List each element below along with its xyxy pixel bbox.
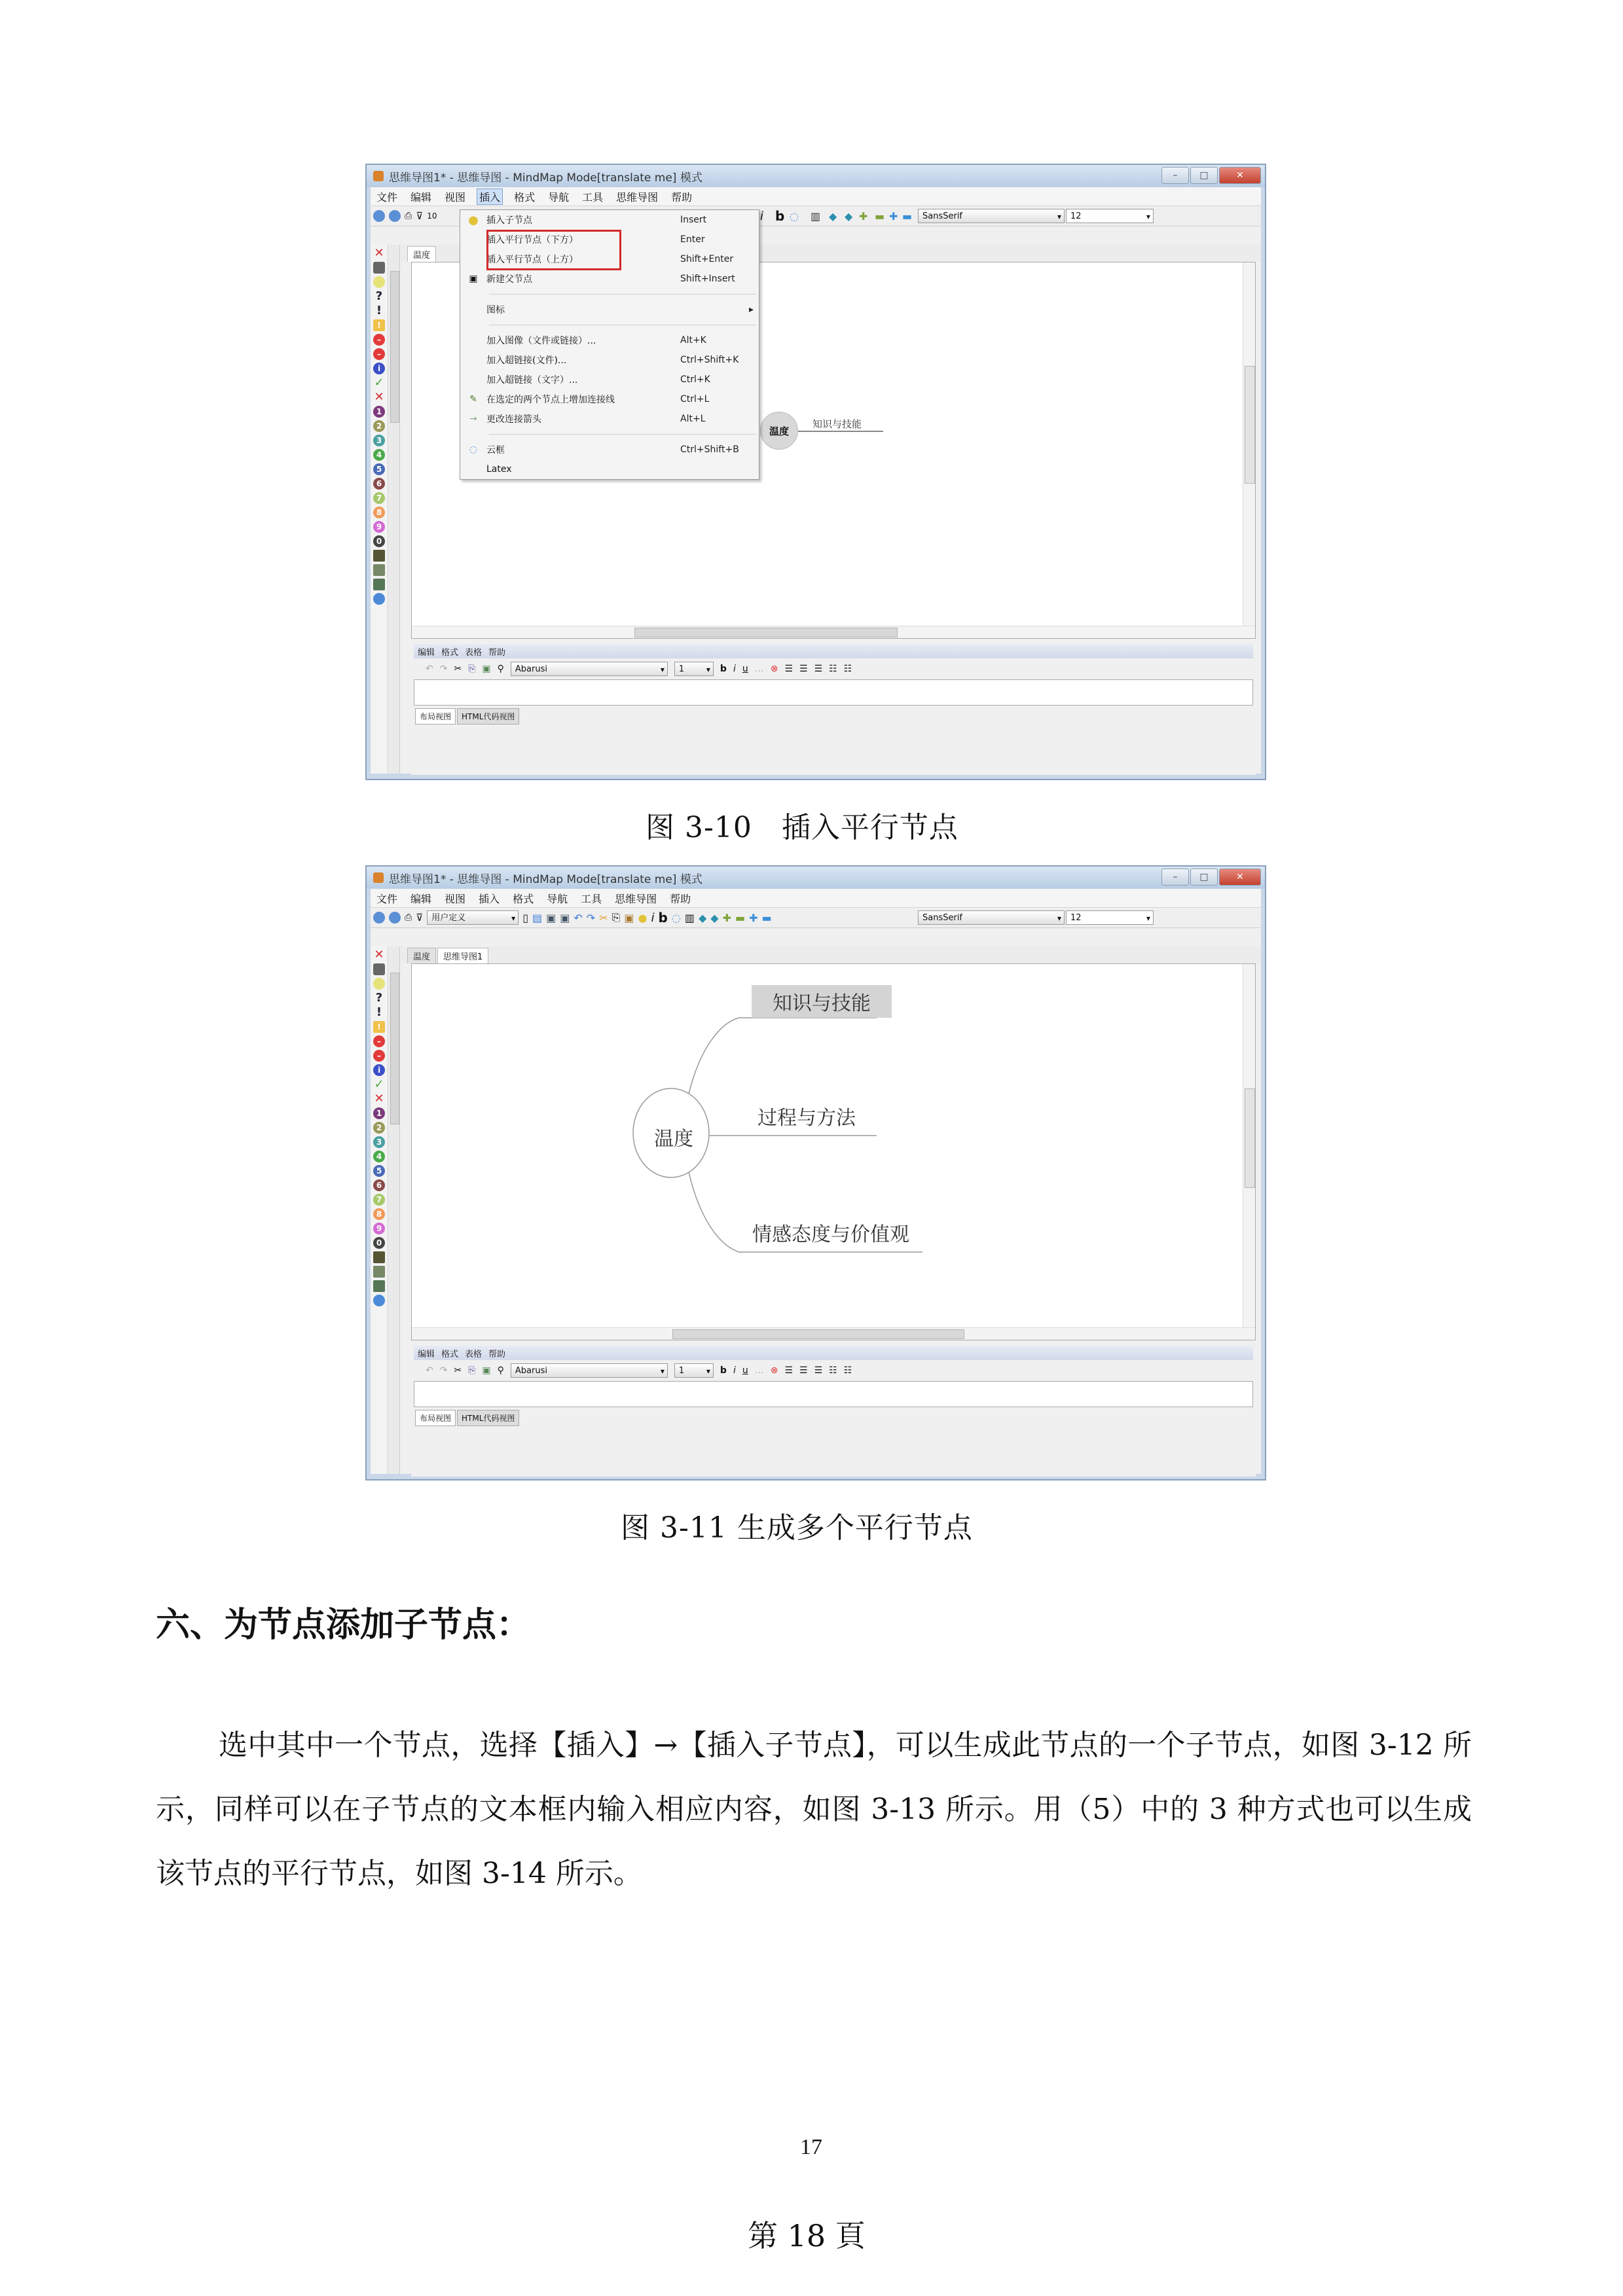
editor-underline-icon[interactable]: u [742, 664, 748, 674]
menu-bar [371, 187, 1261, 206]
root-node[interactable]: 温度 [654, 1128, 693, 1151]
priority-8-icon[interactable]: 8 [373, 507, 385, 518]
figure-3-11-window [365, 865, 1266, 1480]
editor-menu-edit[interactable]: 编辑 [418, 1349, 435, 1359]
menu-item-insert-sibling-above[interactable]: 插入平行节点（上方） Shift+Enter [486, 254, 734, 265]
filter-select[interactable]: 用户定义 ▾ [427, 910, 519, 925]
question-icon[interactable]: ? [375, 991, 383, 1005]
menu-item-add-hyperlink-text[interactable]: 加入超链接（文字）... Ctrl+K [486, 374, 710, 386]
menu-navigate[interactable]: 导航 [547, 892, 568, 905]
priority-2-icon[interactable]: 2 [373, 420, 385, 432]
icon-palette-scrollbar[interactable] [389, 245, 400, 774]
tool-icon-1[interactable] [373, 1251, 385, 1263]
priority-7-icon[interactable]: 7 [373, 1194, 385, 1206]
child-node-knowledge-label: 知识与技能 [773, 992, 871, 1015]
tab-temperature[interactable]: 温度 [407, 246, 436, 262]
menu-separator [489, 434, 756, 435]
menu-tools[interactable]: 工具 [582, 190, 604, 204]
cloud-icon: ◌ [469, 444, 478, 455]
paste-icon[interactable]: ▣ [624, 911, 634, 924]
menu-file[interactable]: 文件 [376, 892, 398, 905]
canvas-hscroll[interactable] [412, 626, 1255, 638]
tab-html-view[interactable]: HTML代码视图 [457, 708, 519, 725]
editor-size-select[interactable]: 1 ▾ [674, 1363, 714, 1378]
editor-size-select[interactable]: 1 ▾ [674, 662, 714, 676]
stop-icon[interactable]: – [373, 334, 385, 346]
bullet-list-icon[interactable]: ☷ [829, 664, 837, 674]
menu-help[interactable]: 帮助 [670, 892, 691, 905]
tool-icon-2[interactable] [373, 564, 385, 576]
tool-icon-1[interactable] [373, 550, 385, 562]
window-title: 思维导图1* - 思维导图 - MindMap Mode[translate me] 模式 [389, 872, 702, 886]
undo-icon[interactable]: ↶ [574, 911, 583, 924]
minus-icon[interactable]: – [373, 348, 385, 360]
map-tabs [401, 946, 1261, 963]
font-family-select[interactable]: SansSerif ▾ [918, 910, 1065, 925]
menu-tools[interactable]: 工具 [581, 892, 602, 905]
menu-insert[interactable]: 插入 [479, 892, 500, 905]
child-node-knowledge[interactable]: 知识与技能 [812, 418, 862, 430]
cross-icon[interactable]: ✕ [374, 390, 384, 404]
copy-icon[interactable]: ⎘ [468, 664, 476, 674]
editor-toolbar [411, 658, 1256, 679]
highlight-box [486, 230, 621, 270]
remove-sibling-icon[interactable]: ▬ [761, 911, 772, 924]
close-button[interactable]: ✕ [1219, 167, 1261, 184]
font-size-select[interactable]: 12 ▾ [1066, 910, 1154, 925]
menu-item-icons[interactable]: 图标 ▸ [460, 300, 759, 319]
tab-temperature[interactable]: 温度 [407, 948, 436, 963]
note-icon[interactable]: ◌ [671, 911, 681, 924]
align-left-icon[interactable]: ☰ [784, 664, 793, 674]
undo-icon[interactable]: ↶ [426, 664, 433, 674]
editor-menu-table[interactable]: 表格 [465, 647, 483, 658]
priority-2-icon[interactable]: 2 [373, 1122, 385, 1134]
open-icon[interactable]: ▤ [532, 911, 543, 924]
figure-3-11-caption: 图 3-11 生成多个平行节点 [621, 1511, 973, 1545]
menu-bar [371, 889, 1261, 908]
tool-icon-3[interactable] [373, 1280, 385, 1292]
note-text-area[interactable] [414, 679, 1253, 706]
editor-menu-help[interactable]: 帮助 [488, 1349, 506, 1359]
align-left-icon[interactable]: ☰ [784, 1365, 793, 1376]
child-node-knowledge[interactable] [752, 985, 892, 1018]
icon-palette [371, 245, 388, 774]
exclamation-icon[interactable]: ! [376, 304, 382, 317]
menu-navigate[interactable]: 导航 [548, 190, 570, 204]
bullet-list-icon[interactable]: ☷ [829, 1365, 837, 1376]
save-icon[interactable]: ▣ [546, 911, 556, 924]
priority-3-icon[interactable]: 3 [373, 435, 385, 446]
forward-icon[interactable] [389, 210, 401, 222]
editor-view-tabs [411, 1410, 1256, 1426]
menu-separator [489, 294, 756, 295]
priority-6-icon[interactable]: 6 [373, 478, 385, 490]
lightbulb-icon[interactable] [373, 276, 385, 288]
canvas-hscroll[interactable] [412, 1327, 1255, 1340]
cross-icon[interactable]: ✕ [374, 1092, 384, 1105]
menu-mindmap[interactable]: 思维导图 [616, 190, 659, 204]
menu-item-latex[interactable]: Latex [486, 464, 512, 475]
editor-menu [414, 1346, 1253, 1360]
remove-node-icon[interactable]: ▬ [735, 911, 746, 924]
italic-icon[interactable]: i [651, 910, 655, 925]
redo-icon[interactable]: ↷ [586, 911, 596, 924]
editor-menu [414, 644, 1253, 658]
minimize-button[interactable]: – [1161, 167, 1189, 184]
editor-menu-edit[interactable]: 编辑 [418, 647, 435, 658]
priority-6-icon[interactable]: 6 [373, 1179, 385, 1191]
priority-4-icon[interactable]: 4 [373, 1151, 385, 1162]
node-right-icon[interactable]: ◆ [710, 911, 719, 924]
editor-font-select[interactable]: Abarusi ▾ [511, 662, 668, 676]
minimize-button[interactable]: – [1161, 869, 1189, 886]
insert-menu-dropdown [460, 209, 759, 480]
note-icon[interactable]: ◌ [790, 209, 799, 223]
check-icon[interactable]: ✓ [374, 1077, 384, 1091]
app-icon [373, 872, 384, 883]
tab-layout-view[interactable]: 布局视图 [415, 1410, 456, 1426]
editor-toolbar [411, 1360, 1256, 1381]
connector-lines [412, 964, 1197, 1328]
note-editor [411, 644, 1256, 775]
menu-edit[interactable]: 编辑 [410, 892, 432, 905]
menu-edit[interactable]: 编辑 [410, 190, 432, 204]
priority-1-icon[interactable]: 1 [373, 1107, 385, 1119]
editor-font-select[interactable]: Abarusi ▾ [511, 1363, 668, 1378]
table-icon[interactable]: ▥ [811, 209, 821, 223]
minus-icon[interactable]: – [373, 1050, 385, 1062]
editor-underline-icon[interactable]: u [742, 1365, 748, 1376]
priority-9-icon[interactable]: 9 [373, 1223, 385, 1234]
priority-5-icon[interactable]: 5 [373, 1165, 385, 1177]
lightbulb-icon[interactable]: ● [638, 911, 647, 924]
editor-view-tabs [411, 708, 1256, 725]
more-icon[interactable]: … [754, 664, 764, 674]
menu-item-add-hyperlink-file[interactable]: 加入超链接(文件)... Ctrl+Shift+K [486, 355, 739, 366]
title-bar [367, 867, 1265, 889]
editor-menu-table[interactable]: 表格 [465, 1349, 483, 1359]
redo-icon[interactable]: ↷ [439, 1365, 448, 1376]
priority-0-icon[interactable]: 0 [373, 535, 385, 547]
zoom-combo[interactable]: 10 [427, 211, 437, 221]
root-node-label: 温度 [769, 425, 789, 437]
check-icon[interactable]: ✓ [374, 376, 384, 389]
italic-icon[interactable]: i [760, 209, 764, 223]
priority-8-icon[interactable]: 8 [373, 1208, 385, 1220]
save-as-icon[interactable]: ▣ [560, 911, 570, 924]
copy-icon[interactable]: ⎘ [611, 911, 621, 924]
priority-3-icon[interactable]: 3 [373, 1136, 385, 1148]
menu-format[interactable]: 格式 [514, 190, 536, 204]
print-icon[interactable]: ⎙ [405, 211, 412, 221]
connector-icon: ✎ [469, 394, 477, 404]
maximize-button[interactable]: □ [1190, 167, 1218, 184]
tab-mindmap1[interactable]: 思维导图1 [437, 948, 488, 963]
paragraph-text: 选中其中一个节点，选择【插入】→【插入子节点】，可以生成此节点的一个子节点，如图 3-12 所示，同样可以在子节点的文本框内输入相应内容，如图 3-13 所示。用（5）中的 3 种方式也可以生成该节点的平行节点，如图 3-14 所示。 [156, 1729, 1472, 1890]
more-icon[interactable]: … [754, 1365, 764, 1376]
filter-icon[interactable]: ⊽ [416, 210, 424, 222]
menu-view[interactable]: 视图 [445, 190, 466, 204]
paste-icon[interactable]: ▣ [482, 664, 491, 674]
remove-icon[interactable]: ✕ [374, 948, 384, 961]
priority-5-icon[interactable]: 5 [373, 463, 385, 475]
menu-help[interactable]: 帮助 [671, 190, 693, 204]
icon-palette [371, 946, 388, 1474]
menu-item-new-parent[interactable]: ▣ 新建父节点 Shift+Insert [460, 269, 759, 289]
editor-menu-format[interactable]: 格式 [441, 647, 459, 658]
stop-icon[interactable]: – [373, 1035, 385, 1047]
node-left-icon[interactable]: ◆ [698, 911, 707, 924]
align-center-icon[interactable]: ☰ [799, 1365, 808, 1376]
warning-icon[interactable]: ! [373, 319, 385, 331]
menu-item-add-connector[interactable]: ✎ 在选定的两个节点上增加连接线 Ctrl+L [460, 389, 759, 409]
back-icon[interactable] [373, 912, 385, 924]
app-icon [373, 171, 384, 181]
tab-layout-view[interactable]: 布局视图 [415, 708, 456, 725]
menu-mindmap[interactable]: 思维导图 [615, 892, 657, 905]
trash-icon[interactable] [373, 262, 385, 274]
filter-icon[interactable]: ⊽ [416, 912, 424, 924]
note-text-area[interactable] [414, 1381, 1253, 1407]
node-left-icon[interactable]: ◆ [829, 209, 837, 223]
icon-palette-scrollbar[interactable] [389, 946, 400, 1474]
find-icon[interactable]: ⚲ [497, 1365, 504, 1376]
info-icon[interactable]: i [373, 363, 385, 374]
menu-format[interactable]: 格式 [513, 892, 534, 905]
color-icon[interactable]: ⊗ [770, 1365, 778, 1376]
submenu-arrow-icon: ▸ [748, 304, 754, 315]
remove-node-icon[interactable]: ▬ [875, 209, 885, 223]
cut-icon[interactable]: ✂ [454, 1365, 462, 1376]
warning-icon[interactable]: ! [373, 1021, 385, 1033]
maximize-button[interactable]: □ [1190, 869, 1218, 886]
add-sibling-icon[interactable]: ✚ [749, 911, 758, 924]
print-icon[interactable]: ⎙ [405, 912, 412, 923]
back-arrow-icon[interactable] [373, 1295, 385, 1306]
body-paragraph [156, 1713, 1472, 1906]
page-label: 第 18 頁 [748, 2218, 866, 2253]
editor-italic-icon[interactable]: i [733, 1365, 736, 1376]
canvas-vscroll[interactable] [1243, 262, 1255, 626]
add-node-icon[interactable]: ✚ [722, 911, 731, 924]
note-editor [411, 1346, 1256, 1477]
child-node-process[interactable]: 过程与方法 [757, 1107, 856, 1130]
child-node-attitude[interactable]: 情感态度与价值观 [752, 1223, 909, 1246]
close-button[interactable]: ✕ [1219, 869, 1261, 886]
main-toolbar [371, 908, 1261, 928]
undo-icon[interactable]: ↶ [426, 1365, 433, 1376]
align-right-icon[interactable]: ☰ [814, 1365, 823, 1376]
add-sibling-icon[interactable]: ✚ [889, 209, 898, 223]
tool-icon-3[interactable] [373, 579, 385, 590]
cut-icon[interactable]: ✂ [454, 664, 462, 674]
arrow-icon: → [469, 414, 477, 424]
remove-sibling-icon[interactable]: ▬ [902, 209, 913, 223]
priority-1-icon[interactable]: 1 [373, 406, 385, 418]
copy-icon[interactable]: ⎘ [468, 1365, 476, 1376]
back-arrow-icon[interactable] [373, 593, 385, 605]
menu-item-add-image[interactable]: 加入图像（文件或链接）... Alt+K [486, 335, 706, 346]
bold-icon[interactable]: b [658, 910, 668, 925]
app-client [371, 889, 1261, 1474]
canvas-vscroll[interactable] [1243, 964, 1255, 1328]
editor-menu-format[interactable]: 格式 [441, 1349, 459, 1359]
align-right-icon[interactable]: ☰ [814, 664, 823, 674]
parent-node-icon: ▣ [469, 274, 478, 284]
question-icon[interactable]: ? [375, 289, 383, 303]
menu-item-insert-sibling-below[interactable]: 插入平行节点（下方） Enter [486, 234, 705, 245]
add-node-icon[interactable]: ✚ [859, 209, 868, 223]
back-icon[interactable] [373, 210, 385, 222]
priority-7-icon[interactable]: 7 [373, 492, 385, 504]
root-node[interactable] [760, 412, 798, 450]
editor-menu-help[interactable]: 帮助 [488, 647, 506, 658]
node-right-icon[interactable]: ◆ [845, 209, 853, 223]
lightbulb-icon[interactable] [373, 978, 385, 990]
lightbulb-icon: ● [468, 213, 479, 227]
trash-icon[interactable] [373, 963, 385, 975]
number-list-icon[interactable]: ☷ [843, 664, 852, 674]
font-size-select[interactable]: 12 ▾ [1066, 209, 1154, 223]
title-bar [367, 165, 1265, 187]
remove-icon[interactable]: ✕ [374, 246, 384, 260]
new-icon[interactable]: ▯ [522, 911, 528, 924]
priority-9-icon[interactable]: 9 [373, 521, 385, 533]
editor-bold-icon[interactable]: b [720, 664, 727, 674]
priority-4-icon[interactable]: 4 [373, 449, 385, 461]
editor-bold-icon[interactable]: b [720, 1365, 727, 1376]
info-icon[interactable]: i [373, 1064, 385, 1076]
tab-html-view[interactable]: HTML代码视图 [457, 1410, 519, 1426]
tool-icon-2[interactable] [373, 1266, 385, 1278]
figure-3-10-window [365, 164, 1266, 780]
section-heading: 六、为节点添加子节点： [156, 1605, 531, 1645]
cut-icon[interactable]: ✂ [599, 911, 608, 924]
figure-3-10-caption: 图 3-10 插入平行节点 [646, 811, 958, 844]
align-center-icon[interactable]: ☰ [799, 664, 808, 674]
page-number: 17 [800, 2135, 822, 2159]
number-list-icon[interactable]: ☷ [843, 1365, 852, 1376]
menu-item-cloud[interactable]: ◌ 云框 Ctrl+Shift+B [460, 440, 759, 459]
priority-0-icon[interactable]: 0 [373, 1237, 385, 1249]
table-icon[interactable]: ▥ [684, 911, 695, 924]
font-family-select[interactable]: SansSerif ▾ [918, 209, 1065, 223]
editor-italic-icon[interactable]: i [733, 664, 736, 674]
menu-item-change-arrow[interactable]: → 更改连接箭头 Alt+L [460, 409, 759, 429]
menu-insert[interactable]: 插入 [477, 188, 503, 205]
forward-icon[interactable] [389, 912, 401, 924]
exclamation-icon[interactable]: ! [376, 1005, 382, 1019]
window-title: 思维导图1* - 思维导图 - MindMap Mode[translate me] 模式 [389, 171, 702, 185]
mindmap-canvas[interactable] [411, 963, 1256, 1340]
color-icon[interactable]: ⊗ [770, 664, 778, 674]
menu-item-insert-child[interactable]: ● 插入子节点 Insert [460, 210, 759, 230]
menu-view[interactable]: 视图 [445, 892, 466, 905]
menu-file[interactable]: 文件 [376, 190, 398, 204]
bold-icon[interactable]: b [775, 208, 785, 224]
find-icon[interactable]: ⚲ [497, 664, 504, 674]
paste-icon[interactable]: ▣ [482, 1365, 491, 1376]
redo-icon[interactable]: ↷ [439, 664, 448, 674]
